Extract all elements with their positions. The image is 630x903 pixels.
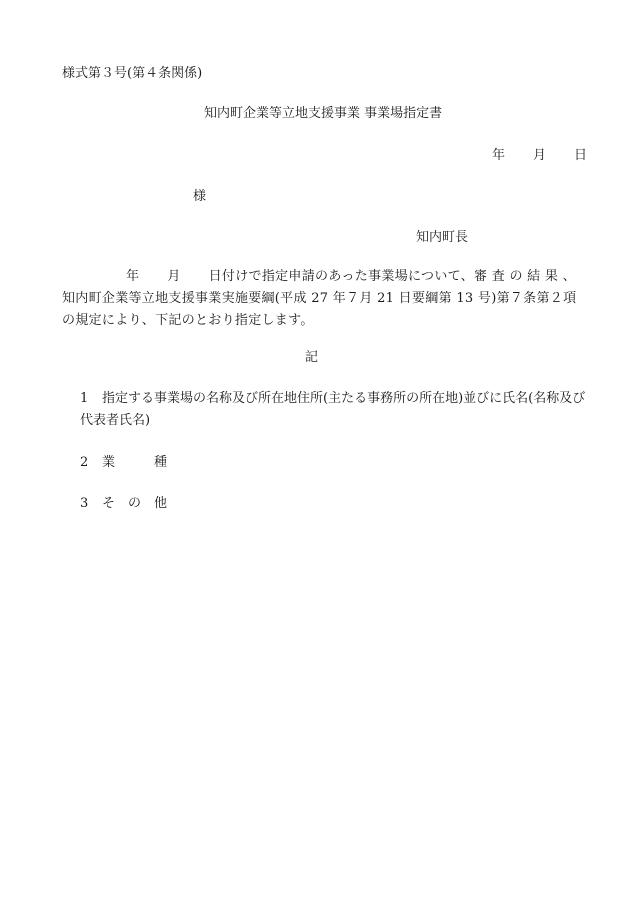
item-text: 指定する事業場の名称及び所在地住所(主たる事務所の所在地)並びに氏名(名称及び代表者氏名): [80, 391, 586, 428]
date-year: 年: [492, 148, 506, 163]
body-year: 年: [126, 269, 140, 284]
date-day: 日: [574, 148, 588, 163]
form-number: 様式第３号(第４条関係): [62, 66, 203, 81]
item-number: 1: [80, 391, 89, 406]
item-number: 3: [80, 496, 89, 511]
body-text: 日付けで指定申請のあった事業場について、審 査 の 結 果 、知内町企業等立地支援事業実施要綱(平成 27 年７月 21 日要綱第 13 号)第７条第２項の規定により、下記のとおり指定します。: [62, 269, 577, 328]
issuer: 知内町長: [416, 230, 469, 245]
body-paragraph: [62, 266, 582, 332]
list-item: [80, 493, 167, 515]
ki-heading: 記: [305, 350, 319, 365]
document-title: 知内町企業等立地支援事業 事業場指定書: [204, 106, 443, 121]
date-line: [492, 148, 587, 164]
item-number: 2: [80, 455, 89, 470]
item-text: そ の 他: [102, 496, 168, 511]
list-item: [80, 452, 167, 474]
date-month: 月: [533, 148, 547, 163]
body-month: 月: [167, 269, 181, 284]
item-text: 業 種: [102, 455, 168, 470]
list-item: [80, 388, 590, 432]
addressee: 様: [193, 189, 207, 204]
